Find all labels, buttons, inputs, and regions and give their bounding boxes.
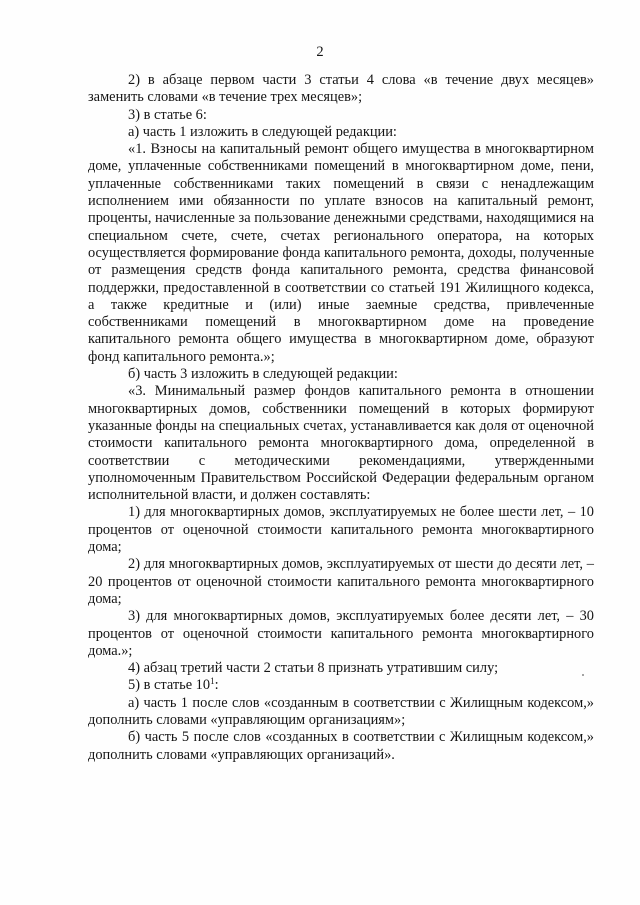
amendment-5-suffix: : <box>214 677 219 694</box>
paragraph-rate-3: 3) для многоквартирных домов, эксплуатируемых более десяти лет, – 30 процентов от оценочной стоимости капитального ремонта многоквартирного дома.»; <box>88 608 594 659</box>
article-superscript: 1 <box>210 676 215 687</box>
paragraph-subitem-a-2: а) часть 1 после слов «созданным в соответствии с Жилищным кодексом,» дополнить словами «управляющим организациям»; <box>88 694 594 728</box>
paragraph-part-1-text: «1. Взносы на капитальный ремонт общего имущества в многоквартирном доме, уплаченные собственниками помещений в многоквартирном доме, пени, уплаченные собственниками таких помещений в связи с ненадлежащим исполнением ими обязанности по уплате взносов на капитальный ремонт, проценты, начисленные за пользование денежными средствами, находящимися на специальном счете, счете, счетах регионального оператора, на которых осуществляется формирование фонда капитального ремонта, доходы, полученные от размещения средств фонда капитального ремонта, средства финансовой поддержки, предоставленной в соответствии со статьей 191 Жилищного кодекса, а также кредитные и (или) иные заемные средства, привлеченные собственниками помещений в многоквартирном доме на проведение капитального ремонта общего имущества в многоквартирном доме, образуют фонд капитального ремонта.»; <box>88 141 594 365</box>
paragraph-amendment-4: 4) абзац третий части 2 статьи 8 признать утратившим силу; <box>128 660 499 677</box>
paragraph-amendment-3: 3) в статье 6: <box>128 106 207 123</box>
paragraph-rate-2: 2) для многоквартирных домов, эксплуатируемых от шести до десяти лет, – 20 процентов от оценочной стоимости капитального ремонта многоквартирного дома; <box>88 556 594 607</box>
scan-speck <box>582 674 584 676</box>
paragraph-rate-1: 1) для многоквартирных домов, эксплуатируемых не более шести лет, – 10 процентов от оценочной стоимости капитального ремонта многоквартирного дома; <box>88 504 594 556</box>
document-body <box>88 72 594 764</box>
paragraph-amendment-2: 2) в абзаце первом части 3 статьи 4 слова «в течение двух месяцев» заменить словами «в течение трех месяцев»; <box>88 72 594 106</box>
amendment-5-text: 5) в статье 10 <box>128 677 211 694</box>
paragraph-subitem-a: а) часть 1 изложить в следующей редакции: <box>128 123 397 140</box>
paragraph-subitem-b-2: б) часть 5 после слов «созданных в соответствии с Жилищным кодексом,» дополнить словами «управляющих организаций». <box>88 729 594 763</box>
page-number: 2 <box>316 44 324 60</box>
paragraph-subitem-b: б) часть 3 изложить в следующей редакции: <box>128 366 398 383</box>
paragraph-part-3-text: «3. Минимальный размер фондов капитального ремонта в отношении многоквартирных домов, собственники помещений в которых формируют указанные фонды на специальных счетах, устанавливается как доля от оценочной стоимости капитального ремонта многоквартирного дома, определенной в соответствии с методическими рекомендациями, утвержденными уполномоченным Правительством Российской Федерации федеральным органом исполнительной власти, и должен составлять: <box>88 383 594 504</box>
paragraph-amendment-5 <box>88 677 594 694</box>
